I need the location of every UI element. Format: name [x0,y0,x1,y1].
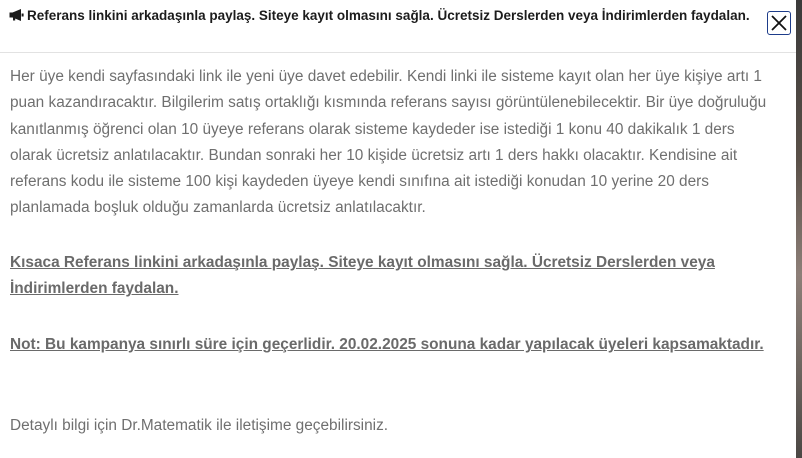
contact-info: Detaylı bilgi için Dr.Matematik ile iletişime geçebilirsiniz. [10,417,389,434]
background-edge [796,0,802,458]
referral-description: Her üye kendi sayfasındaki link ile yeni üye davet edebilir. Kendi linki ile sisteme kayıt olan her üye kişiye artı 1 puan kazandıracaktır. Bilgilerim satış ortaklığı kısmında referans sayısı görüntülenebilecektir. Bir üye doğruluğu kanıtlanmış öğrenci olan 10 üyeye referans olarak sisteme kaydeder ise istediği 1 konu 40 dakikalık 1 ders olarak ücretsiz anlatılacaktır. Bundan sonraki her 10 kişide ücretsiz artı 1 ders hakkı olacaktır. Kendisine ait referans kodu ile sisteme 100 kişi kaydeden üyeye kendi sınıfına ait istediği konudan 10 yerine 20 ders planlamada boşluk olduğu zamanlarda ücretsiz anlatılacaktır. [10,68,767,217]
modal-title-text: Referans linkini arkadaşınla paylaş. Siteye kayıt olmasını sağla. Ücretsiz Derslerden veya İndirimlerden faydalan. [27,8,750,23]
modal-title [9,7,754,24]
close-button[interactable] [767,11,791,35]
campaign-note: Not: Bu kampanya sınırlı süre için geçerlidir. 20.02.2025 sonuna kadar yapılacak üyeleri kapsamaktadır. [10,336,764,353]
close-icon [770,14,788,32]
modal-header [0,0,796,53]
referral-summary: Kısaca Referans linkini arkadaşınla paylaş. Siteye kayıt olmasını sağla. Ücretsiz Derslerden veya İndirimlerden faydalan. [10,254,715,297]
megaphone-icon [9,9,25,21]
